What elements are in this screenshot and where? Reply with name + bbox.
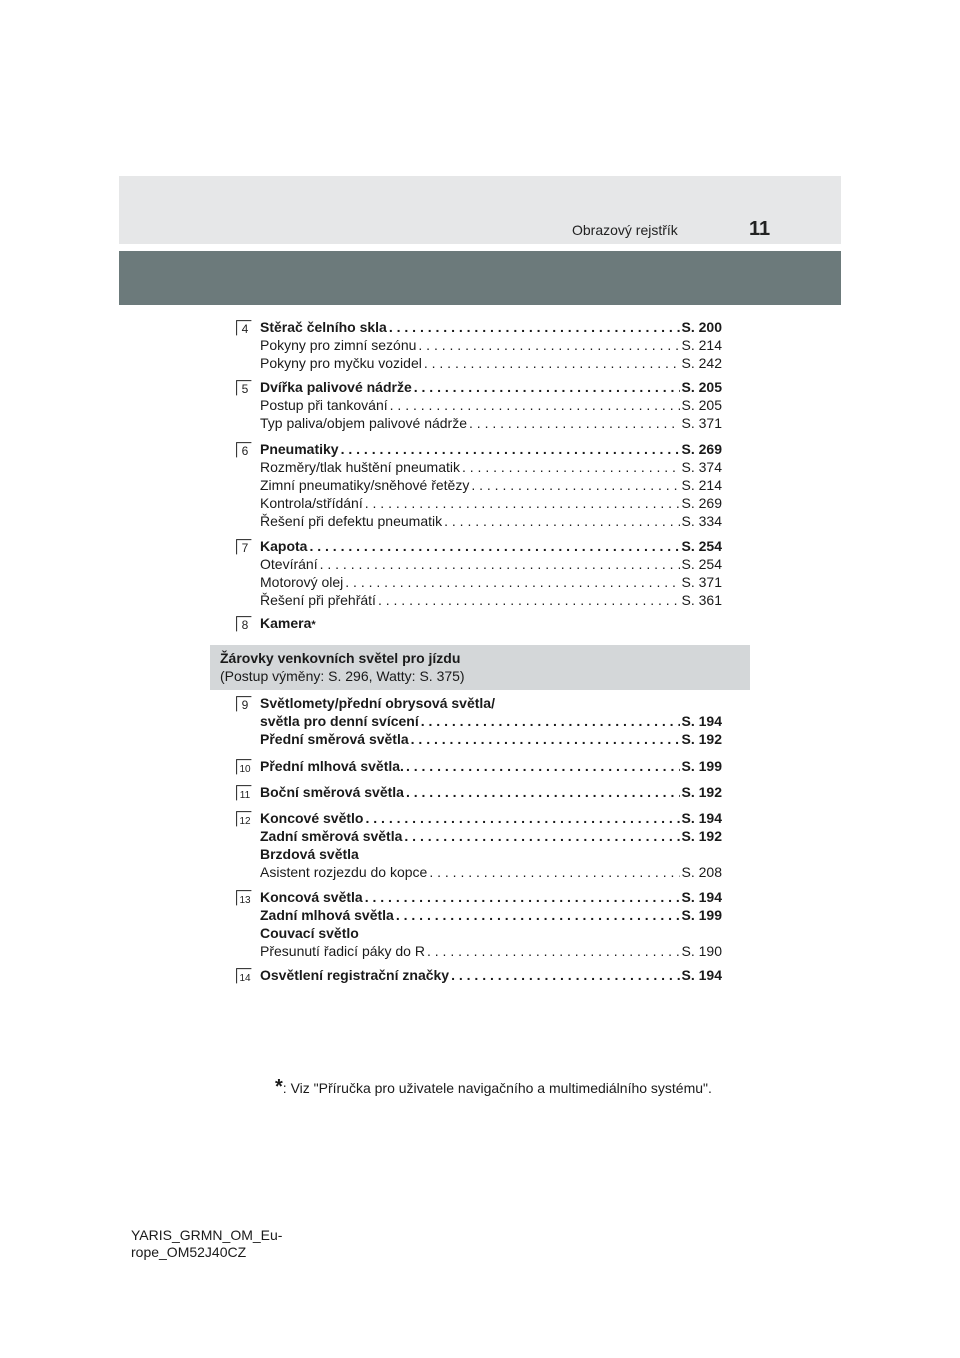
index-line-text: Řešení při přehřátí xyxy=(260,592,376,608)
index-line xyxy=(260,846,722,864)
banner-title: Žárovky venkovních světel pro jízdu xyxy=(220,650,461,666)
entry-marker-9 xyxy=(236,696,252,712)
index-line-text: Stěrač čelního skla xyxy=(260,319,387,335)
index-entry xyxy=(260,615,722,633)
index-line-text: Brzdová světla xyxy=(260,846,359,862)
page-reference: S. 200 xyxy=(681,319,722,335)
index-entry xyxy=(260,889,722,961)
page-reference: S. 192 xyxy=(681,731,722,747)
dot-leader xyxy=(341,441,680,457)
dot-leader xyxy=(390,397,680,413)
index-line-text: Kapota xyxy=(260,538,308,554)
index-line-text: Kamera xyxy=(260,615,312,631)
index-line xyxy=(260,758,722,776)
index-line xyxy=(260,731,722,749)
header-band xyxy=(119,176,841,244)
dot-leader xyxy=(365,495,680,511)
index-line xyxy=(260,828,722,846)
index-line xyxy=(260,925,722,943)
index-line-text: Postup při tankování xyxy=(260,397,388,413)
index-entry xyxy=(260,810,722,882)
page-reference: S. 205 xyxy=(681,379,722,395)
index-line xyxy=(260,810,722,828)
section-banner xyxy=(210,645,750,690)
index-line-text: Řešení při defektu pneumatik xyxy=(260,513,443,529)
index-line-text: Přesunutí řadicí páky do R xyxy=(260,943,425,959)
page-reference: S. 192 xyxy=(681,784,722,800)
page-reference: S. 214 xyxy=(681,337,722,353)
entry-marker-13 xyxy=(236,890,252,906)
document-id-line-1: YARIS_GRMN_OM_Eu- xyxy=(131,1227,283,1243)
index-line xyxy=(260,907,722,925)
page-reference: S. 208 xyxy=(681,864,722,880)
page-reference: S. 194 xyxy=(681,713,722,729)
dot-leader xyxy=(411,731,680,747)
index-line xyxy=(260,864,722,882)
page-reference: S. 199 xyxy=(681,907,722,923)
index-entry xyxy=(260,379,722,433)
index-line: Kamera * xyxy=(260,615,316,631)
entry-marker-number: 10 xyxy=(239,764,251,775)
index-entry xyxy=(260,784,722,802)
dot-leader xyxy=(404,828,679,844)
dot-leader xyxy=(421,713,680,729)
page-number: 11 xyxy=(749,218,771,240)
dot-leader xyxy=(378,592,680,608)
index-line xyxy=(260,495,722,513)
entry-marker-4 xyxy=(236,320,252,336)
page-reference: S. 192 xyxy=(681,828,722,844)
entry-marker-number: 4 xyxy=(241,322,249,336)
dot-leader xyxy=(429,864,679,880)
entry-marker-11 xyxy=(236,785,252,801)
footnote-star: * xyxy=(275,1076,283,1098)
dot-leader xyxy=(427,943,680,959)
entry-marker-number: 11 xyxy=(239,790,251,801)
entry-marker-number: 5 xyxy=(241,382,249,396)
index-line xyxy=(260,319,722,337)
dot-leader xyxy=(320,556,680,572)
index-line-text: Pokyny pro myčku vozidel xyxy=(260,355,422,371)
page-reference: S. 194 xyxy=(681,810,722,826)
index-line xyxy=(260,592,722,610)
index-line-text: Motorový olej xyxy=(260,574,344,590)
index-line-text: Zimní pneumatiky/sněhové řetězy xyxy=(260,477,470,493)
dot-leader xyxy=(396,907,680,923)
dot-leader xyxy=(309,538,679,554)
entry-marker-number: 14 xyxy=(239,973,251,984)
entry-marker-number: 8 xyxy=(241,618,249,632)
document-id xyxy=(131,1227,282,1261)
entry-marker-12 xyxy=(236,811,252,827)
entry-marker-number: 12 xyxy=(239,816,251,827)
dot-leader xyxy=(345,574,679,590)
entry-marker-5 xyxy=(236,380,252,396)
index-line-text: Couvací světlo xyxy=(260,925,359,941)
index-line-text: Světlomety/přední obrysová světla/ xyxy=(260,695,495,711)
dot-leader xyxy=(462,459,680,475)
index-line-text: Dvířka palivové nádrže xyxy=(260,379,412,395)
index-line-text: Otevírání xyxy=(260,556,318,572)
page-reference: S. 371 xyxy=(681,574,722,590)
index-line xyxy=(260,574,722,592)
index-line xyxy=(260,713,722,731)
dot-leader xyxy=(414,379,680,395)
entry-marker-number: 6 xyxy=(241,444,249,458)
entry-marker-10 xyxy=(236,759,252,775)
index-line xyxy=(260,538,722,556)
index-line xyxy=(260,355,722,373)
index-line-text: Přední směrová světla xyxy=(260,731,409,747)
page-reference: S. 214 xyxy=(681,477,722,493)
dot-leader xyxy=(365,810,679,826)
index-line xyxy=(260,784,722,802)
entry-marker-number: 7 xyxy=(241,541,249,555)
index-entry xyxy=(260,538,722,610)
page-reference: S. 190 xyxy=(681,943,722,959)
entry-marker-14 xyxy=(236,968,252,984)
index-line xyxy=(260,459,722,477)
page-reference: S. 371 xyxy=(681,415,722,431)
section-title: Obrazový rejstřík xyxy=(572,222,678,238)
index-line-text: Boční směrová světla xyxy=(260,784,404,800)
index-line xyxy=(260,943,722,961)
index-line xyxy=(260,441,722,459)
index-line xyxy=(260,889,722,907)
page-reference: S. 199 xyxy=(681,758,722,774)
entry-marker-7 xyxy=(236,539,252,555)
index-line-text: Asistent rozjezdu do kopce xyxy=(260,864,428,880)
index-entry xyxy=(260,967,722,985)
footnote xyxy=(275,1076,712,1098)
index-line-text: Zadní směrová světla xyxy=(260,828,403,844)
page-reference: S. 194 xyxy=(681,889,722,905)
page-reference: S. 334 xyxy=(681,513,722,529)
index-line-text: Kontrola/střídání xyxy=(260,495,363,511)
index-line xyxy=(260,397,722,415)
index-line-text: Rozměry/tlak huštění pneumatik xyxy=(260,459,460,475)
index-line-text: Koncová světla xyxy=(260,889,363,905)
dot-leader xyxy=(469,415,680,431)
index-line xyxy=(260,513,722,531)
index-line xyxy=(260,967,722,985)
footnote-text: : Viz "Příručka pro uživatele navigačního a multimediálního systému". xyxy=(282,1080,712,1096)
banner-subtitle: (Postup výměny: S. 296, Watty: S. 375) xyxy=(220,668,465,684)
page-reference: S. 374 xyxy=(681,459,722,475)
index-line xyxy=(260,556,722,574)
index-line-text: Koncové světlo xyxy=(260,810,364,826)
dot-leader xyxy=(424,355,680,371)
page-reference: S. 361 xyxy=(681,592,722,608)
entry-marker-number: 13 xyxy=(239,895,251,906)
entry-marker-number: 9 xyxy=(241,698,249,712)
index-line-text: Pokyny pro zimní sezónu xyxy=(260,337,417,353)
index-line-text: Přední mlhová světla. xyxy=(260,758,404,774)
index-entry xyxy=(260,319,722,373)
page-reference: S. 254 xyxy=(681,556,722,572)
index-line-text: Typ paliva/objem palivové nádrže xyxy=(260,415,468,431)
dot-leader xyxy=(406,784,680,800)
page-reference: S. 194 xyxy=(681,967,722,983)
page-reference: S. 269 xyxy=(681,441,722,457)
entry-marker-8 xyxy=(236,616,252,632)
dot-leader xyxy=(444,513,679,529)
dot-leader xyxy=(451,967,679,983)
index-entry xyxy=(260,758,722,776)
dot-leader xyxy=(365,889,680,905)
index-line-text: Zadní mlhová světla xyxy=(260,907,394,923)
entry-marker-6 xyxy=(236,442,252,458)
dot-leader xyxy=(406,758,680,774)
index-line xyxy=(260,695,722,713)
dot-leader xyxy=(471,477,679,493)
index-line-text: Osvětlení registrační značky xyxy=(260,967,450,983)
index-line xyxy=(260,477,722,495)
index-entry xyxy=(260,441,722,531)
index-line xyxy=(260,415,722,433)
index-entry xyxy=(260,695,722,749)
page-reference: S. 242 xyxy=(681,355,722,371)
page-reference: S. 269 xyxy=(681,495,722,511)
dot-leader xyxy=(389,319,680,335)
page-reference: S. 254 xyxy=(681,538,722,554)
header-dark-band xyxy=(119,251,841,305)
index-line xyxy=(260,337,722,355)
dot-leader xyxy=(418,337,679,353)
index-line-text: Pneumatiky xyxy=(260,441,339,457)
index-line xyxy=(260,379,722,397)
page-reference: S. 205 xyxy=(681,397,722,413)
index-line-text: světla pro denní svícení xyxy=(260,713,419,729)
document-id-line-2: rope_OM52J40CZ xyxy=(131,1244,247,1260)
